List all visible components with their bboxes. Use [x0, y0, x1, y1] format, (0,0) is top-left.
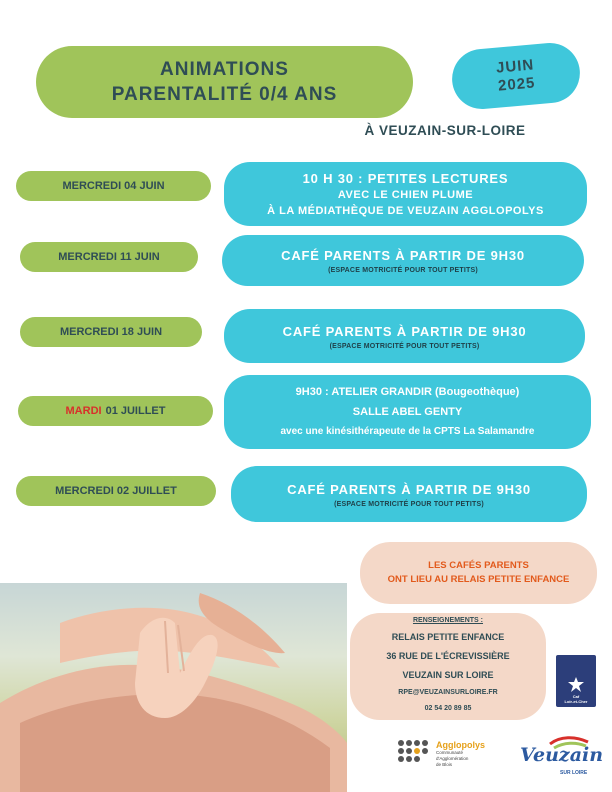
event-title: CAFÉ PARENTS À PARTIR DE 9H30: [281, 248, 525, 263]
contact-phone: 02 54 20 89 85: [424, 704, 472, 712]
year-label: 2025: [497, 74, 537, 95]
month-label: JUIN: [495, 56, 535, 77]
event-note: (ESPACE MOTRICITÉ POUR TOUT PETITS): [329, 342, 480, 350]
event-title: CAFÉ PARENTS À PARTIR DE 9H30: [287, 481, 531, 497]
title-banner: [36, 46, 413, 118]
event-line: avec une kinésithérapeute de la CPTS La Salamandre: [280, 426, 535, 437]
event-title: CAFÉ PARENTS À PARTIR DE 9H30: [282, 323, 527, 339]
contact-org: RELAIS PETITE ENFANCE: [391, 631, 505, 642]
day-pill-3: [20, 317, 202, 347]
veuzain-logo-text: Veuzain: [520, 744, 604, 766]
day-label: MERCREDI 02 JUILLET: [55, 485, 177, 497]
month-badge: [450, 41, 583, 112]
agglopolys-sub: d'Agglomération: [436, 756, 469, 761]
day-pill-5: [16, 476, 216, 506]
event-line: AVEC LE CHIEN PLUME: [337, 188, 474, 201]
event-pill-5: [231, 466, 587, 522]
event-pill-1: [224, 162, 587, 226]
contact-address: 36 RUE DE L'ÉCREVISSIÈRE: [386, 650, 510, 661]
cafe-info-box: [360, 542, 597, 604]
agglopolys-sub: Communauté: [436, 750, 464, 755]
hands-illustration: [0, 583, 347, 792]
veuzain-logo-sub: SUR LOIRE: [560, 770, 588, 776]
cafe-info-line-1: LES CAFÉS PARENTS: [428, 560, 529, 571]
title-line-2: PARENTALITÉ 0/4 ANS: [111, 84, 338, 105]
event-note: (ESPACE MOTRICITÉ POUR TOUT PETITS): [334, 500, 484, 508]
location-subtitle: À VEUZAIN-SUR-LOIRE: [364, 123, 526, 138]
day-pill-1: [16, 171, 211, 201]
caf-logo: [556, 655, 596, 707]
contact-email: RPE@VEUZAINSURLOIRE.FR: [398, 688, 498, 696]
caf-sub: Loir-et-Cher: [564, 699, 588, 704]
event-pill-4: [224, 375, 591, 449]
agglopolys-logo-icon: [396, 738, 436, 768]
event-title: 10 H 30 : PETITES LECTURES: [302, 170, 509, 186]
contact-heading: RENSEIGNEMENTS :: [412, 616, 483, 624]
day-label: 01 JUILLET: [105, 405, 166, 417]
event-line: SALLE ABEL GENTY: [352, 406, 463, 418]
event-title: 9H30 : ATELIER GRANDIR (Bougeothèque): [295, 386, 520, 398]
event-line: À LA MÉDIATHÈQUE DE VEUZAIN AGGLOPOLYS: [267, 204, 544, 217]
day-label: MERCREDI 04 JUIN: [62, 180, 165, 192]
day-pill-4: [18, 396, 213, 426]
caf-emblem-icon: [566, 676, 586, 694]
day-label: MERCREDI 18 JUIN: [59, 326, 163, 338]
day-pill-2: [20, 242, 198, 272]
contact-box: [350, 613, 546, 720]
event-pill-3: [224, 309, 585, 363]
cafe-info-line-2: ONT LIEU AU RELAIS PETITE ENFANCE: [387, 574, 570, 585]
day-label: MERCREDI 11 JUIN: [58, 251, 160, 263]
caf-label: Caf: [572, 694, 580, 699]
day-highlight: MARDI: [65, 405, 102, 417]
title-line-1: ANIMATIONS: [160, 59, 289, 80]
event-pill-2: [222, 235, 584, 286]
event-note: (ESPACE MOTRICITÉ POUR TOUT PETITS): [328, 267, 478, 274]
hands-photo: [0, 583, 347, 792]
agglopolys-sub: de Blois: [436, 762, 453, 767]
agglopolys-name: Agglopolys: [436, 740, 485, 750]
agglopolys-logo: [436, 740, 508, 768]
contact-city: VEUZAIN SUR LOIRE: [402, 669, 494, 680]
